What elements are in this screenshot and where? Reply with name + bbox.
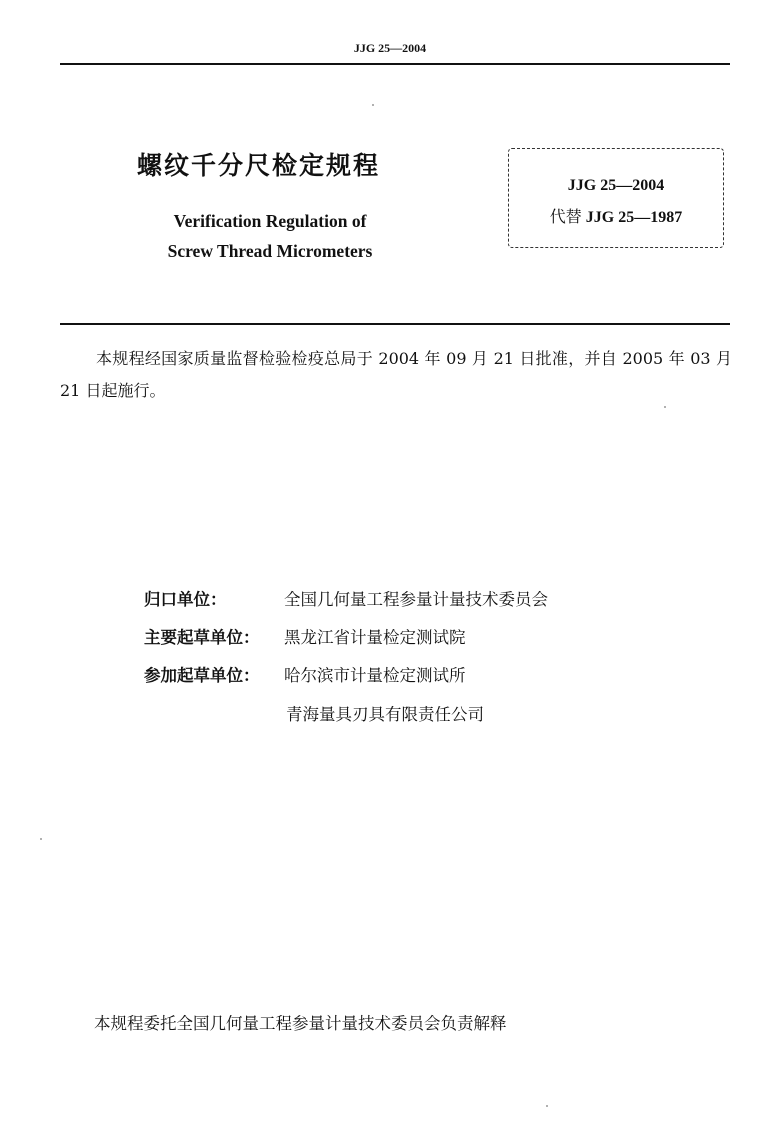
scan-speck [372, 104, 374, 106]
org-participating-value-2: 青海量具刃具有限责任公司 [286, 705, 484, 724]
section-rule [60, 323, 730, 325]
title-chinese: 螺纹千分尺检定规程 [137, 151, 381, 180]
scan-speck [546, 1105, 548, 1107]
replaces-line [508, 201, 724, 233]
org-main-drafter-label: 主要起草单位： [144, 628, 260, 647]
title-english [130, 206, 410, 266]
replaced-code: JJG 25—1987 [585, 209, 683, 226]
interpretation-note: 本规程委托全国几何量工程参量计量技术委员会负责解释 [94, 1014, 507, 1033]
header-rule [60, 63, 730, 65]
org-participating-value-1: 哈尔滨市计量检定测试所 [284, 666, 466, 685]
title-english-line-2: Screw Thread Micrometers [167, 241, 373, 261]
org-responsible-label: 归口单位： [144, 590, 227, 609]
org-participating-label: 参加起草单位： [144, 666, 260, 685]
scan-speck [664, 406, 666, 408]
title-english-line-1: Verification Regulation of [173, 211, 367, 231]
approval-statement: 本规程经国家质量监督检验检疫总局于 2004 年 09 月 21 日批准，并自 2005 年 03 月 21 日起施行。 [60, 349, 732, 400]
standard-code-box-content [508, 170, 724, 233]
scan-speck [40, 838, 42, 840]
org-main-drafter [144, 626, 466, 650]
replaces-prefix: 代替 [549, 207, 582, 226]
org-responsible [144, 588, 548, 612]
org-participating [144, 664, 466, 688]
org-main-drafter-value: 黑龙江省计量检定测试院 [284, 628, 466, 647]
standard-code: JJG 25—2004 [567, 177, 665, 194]
header-standard-code: JJG 25—2004 [353, 41, 427, 55]
org-responsible-value: 全国几何量工程参量计量技术委员会 [284, 590, 548, 609]
